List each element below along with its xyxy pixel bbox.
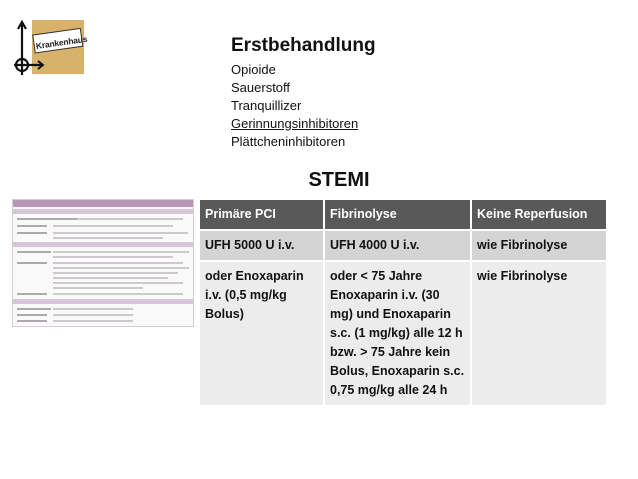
header-no-reperfusion: Keine Reperfusion — [471, 200, 606, 230]
section-title: STEMI — [308, 169, 370, 191]
table-cell: oder < 75 Jahre Enoxaparin i.v. (30 mg) und Enoxaparin s.c. (1 mg/kg) alle 12 h bzw. > 75 Jahre kein Bolus, Enoxaparin s.c. 0,75 mg/kg alle 24 h — [324, 261, 471, 405]
table-cell: oder Enoxaparin i.v. (0,5 mg/kg Bolus) — [200, 261, 324, 405]
table-row — [200, 261, 606, 405]
table-cell: wie Fibrinolyse — [471, 261, 606, 405]
hospital-logo — [12, 17, 86, 77]
table-cell: UFH 4000 U i.v. — [324, 230, 471, 261]
topic-item: Sauerstoff — [231, 80, 291, 95]
stemi-anticoagulation-table — [200, 200, 606, 405]
topic-list — [231, 61, 358, 151]
table-cell: wie Fibrinolyse — [471, 230, 606, 261]
source-table-thumbnail — [12, 199, 194, 327]
topic-item: Plättcheninhibitoren — [231, 134, 346, 149]
topic-item: Tranquillizer — [231, 98, 302, 113]
table-cell: UFH 5000 U i.v. — [200, 230, 324, 261]
logo-sign-text: Krankenhaus — [35, 33, 88, 51]
topic-item: Opioide — [231, 62, 276, 77]
slide-heading: Erstbehandlung — [231, 35, 376, 56]
header-fibrinolysis: Fibrinolyse — [324, 200, 471, 230]
topic-item: Gerinnungsinhibitoren — [231, 116, 359, 131]
header-primary-pci: Primäre PCI — [200, 200, 324, 230]
table-row — [200, 230, 606, 261]
table-header-row — [200, 200, 606, 230]
